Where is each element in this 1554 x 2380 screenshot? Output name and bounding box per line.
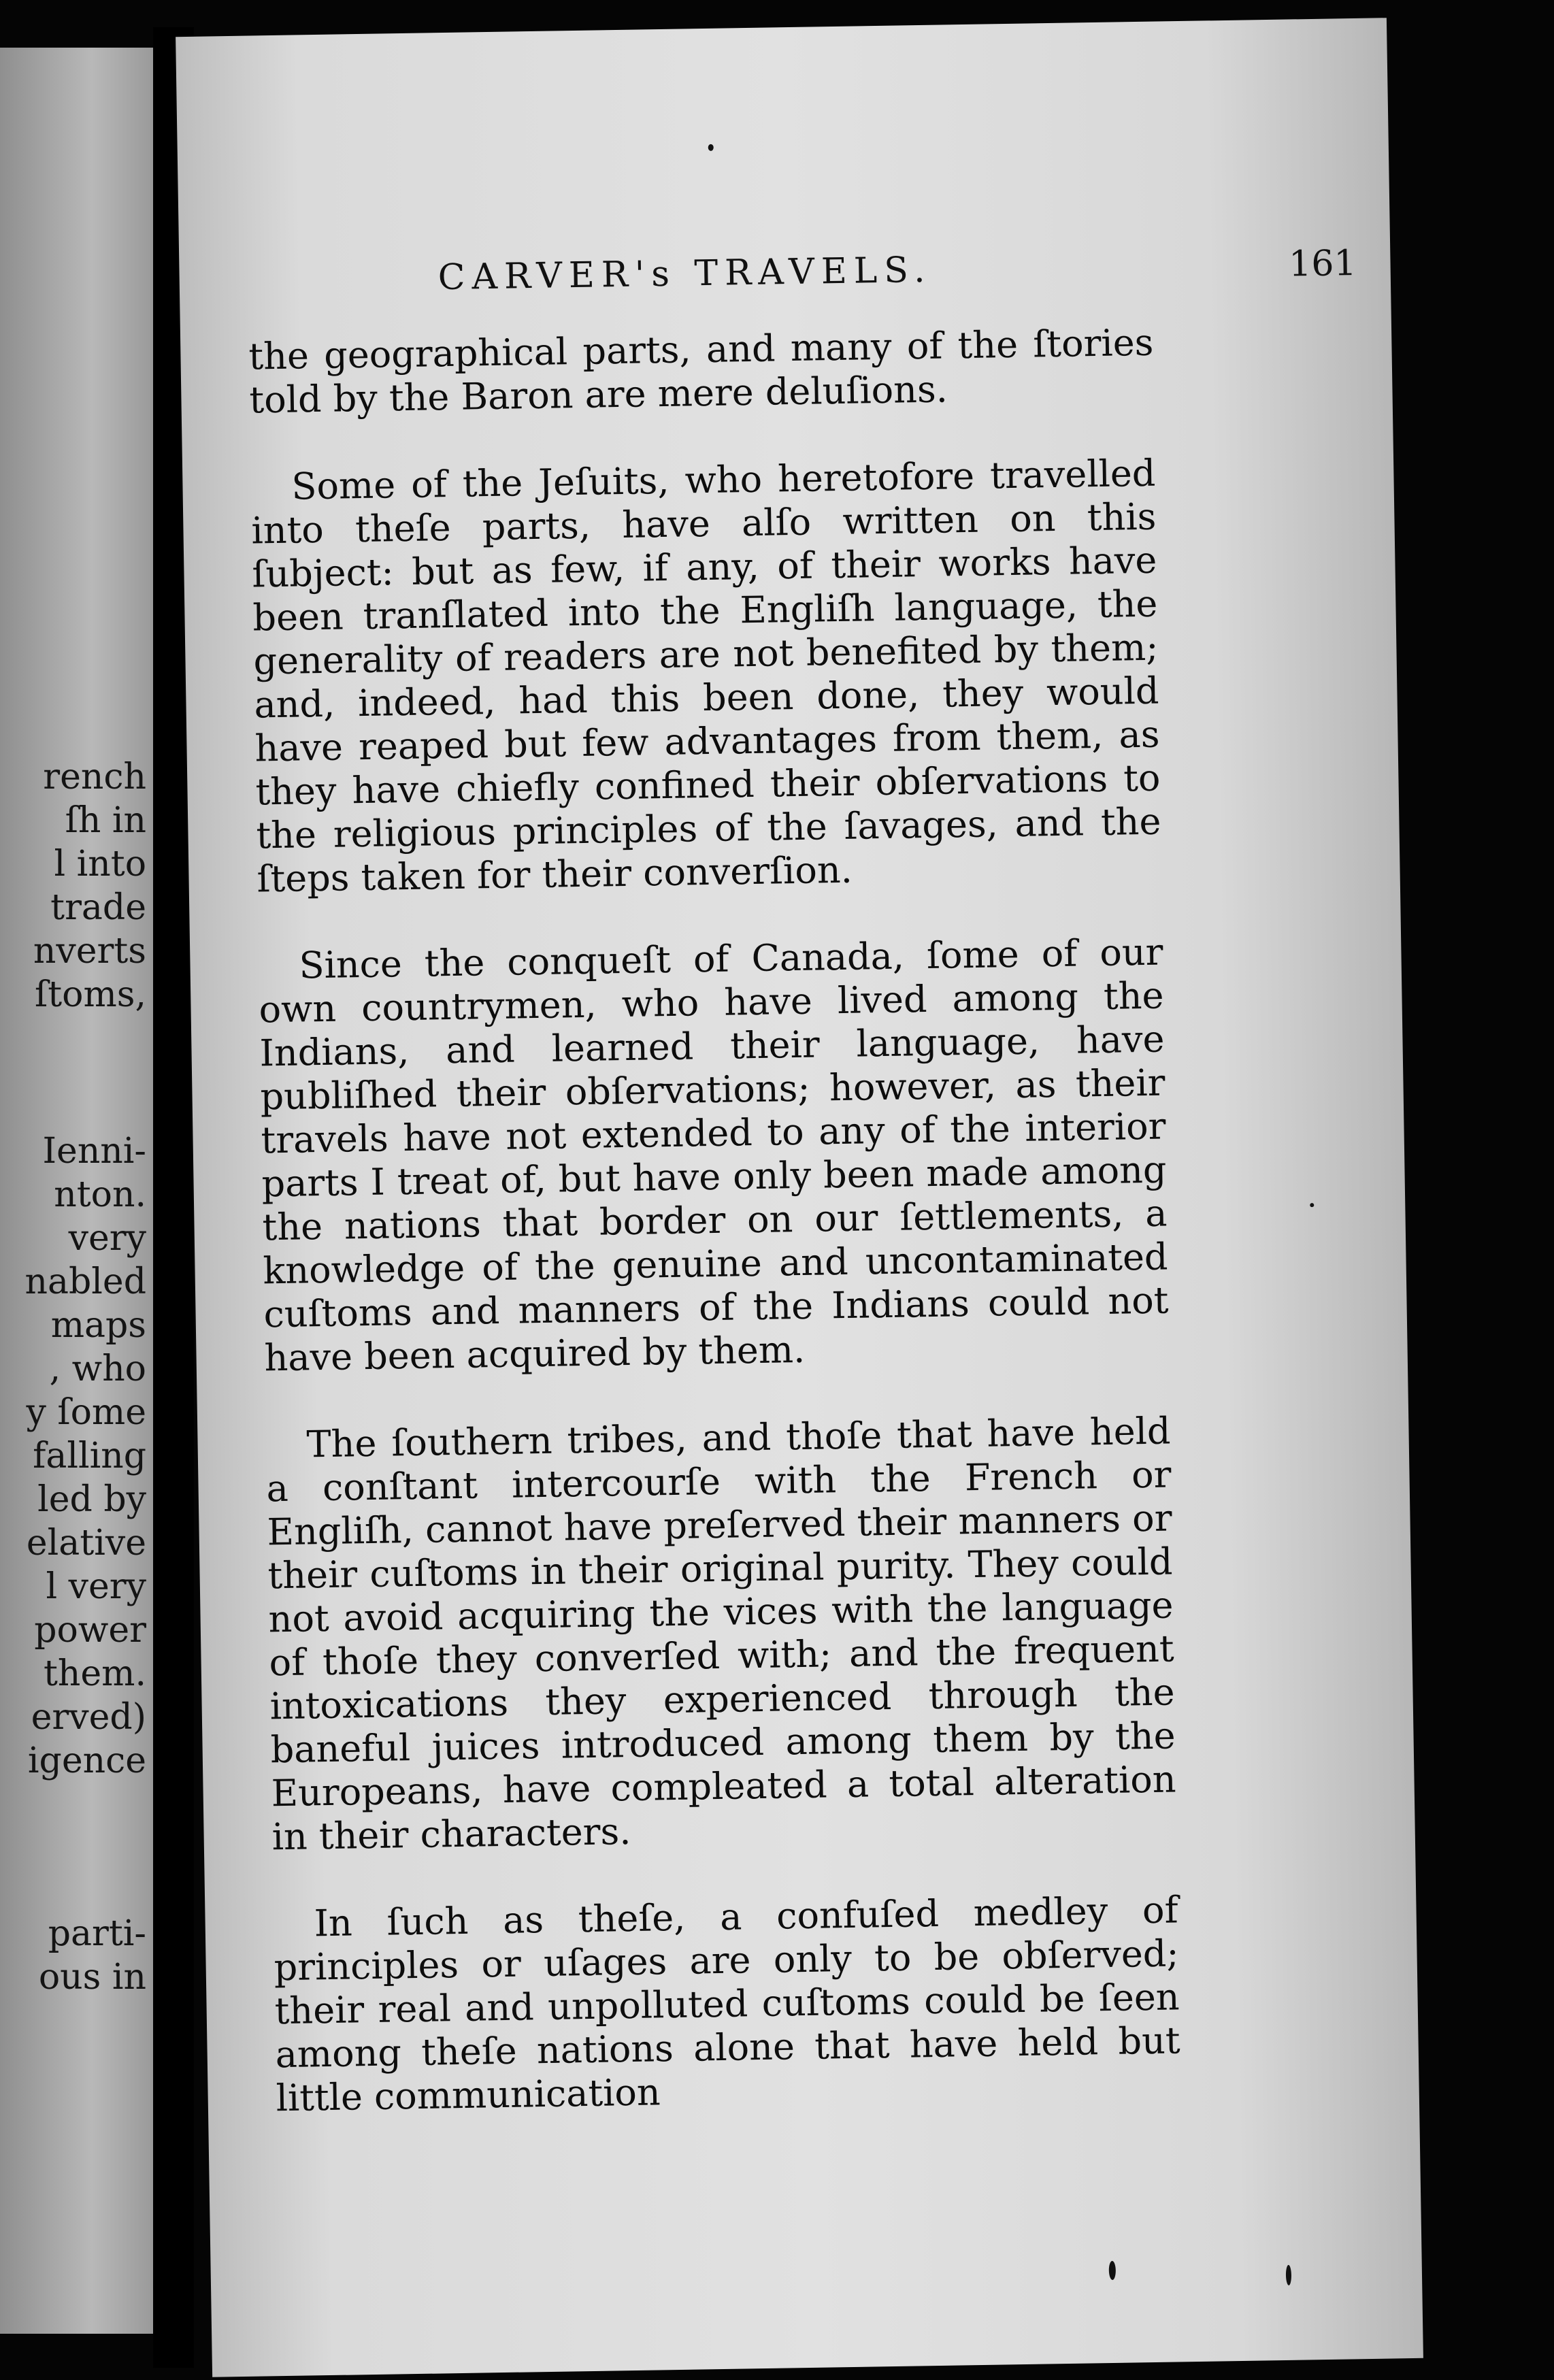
ink-speck <box>1286 2265 1291 2285</box>
facing-page-fragment <box>0 48 153 2334</box>
facing-text-line: led by <box>37 1479 146 1520</box>
facing-text-line: parti- <box>48 1913 146 1954</box>
running-header <box>437 243 1357 312</box>
facing-text-line: nverts <box>33 931 146 972</box>
ink-speck <box>708 144 714 151</box>
paragraph: In ſuch as theſe, a confuſed medley of principles or uſages are only to be obſerved; their real and unpolluted cuſtoms could be ſeen among theſe nations alone that have held but little communication <box>274 1888 1181 2120</box>
facing-text-line: very <box>68 1218 146 1259</box>
paragraph: The ſouthern tribes, and thoſe that have held a conſtant intercourſe with the French or Engliſh, cannot have preſerved their manners or their cuſtoms in their original purity. They could not avoid acquiring the vices with the language of thoſe they converſed with; and the frequent intoxications they experienced through the baneful juices introduced among them by the Europeans, have compleated a total alteration in their characters. <box>266 1409 1176 1859</box>
body-text <box>248 321 1182 2164</box>
book-page <box>176 18 1423 2377</box>
facing-text-line: them. <box>44 1653 146 1694</box>
facing-text-line: ſh in <box>65 800 146 841</box>
paragraph: Some of the Jeſuits, who heretofore travelled into theſe parts, have alſo written on this ſubject: but as few, if any, of their works have been tranſlated into the Engliſh language, the generality of readers are not benefited by them; and, indeed, had this been done, they would have reaped but few advantages from them, as they have chiefly confined their obſervations to the religious principles of the ſavages, and the ſteps taken for their converſion. <box>251 451 1161 901</box>
facing-text-line: rench <box>43 757 146 797</box>
facing-text-line: elative <box>26 1523 146 1564</box>
facing-text-line: erved) <box>31 1697 146 1738</box>
facing-text-line: ſtoms, <box>35 974 146 1015</box>
facing-text-line: igence <box>27 1740 146 1781</box>
page-number: 161 <box>1288 242 1357 285</box>
facing-text-line: maps <box>50 1305 146 1346</box>
facing-text-line: falling <box>33 1436 146 1476</box>
facing-text-line: nabled <box>24 1261 146 1302</box>
facing-text-line: y ſome <box>26 1392 146 1433</box>
facing-text-line: trade <box>50 887 146 928</box>
facing-text-line: power <box>34 1610 146 1651</box>
paragraph: Since the conqueſt of Canada, ſome of our own countrymen, who have lived among the Indians, and learned their language, have publiſhed their obſervations; however, as their travels have not extended to any of the interior parts I treat of, but have only been made among the nations that border on our ſettlements, a knowledge of the genuine and uncontaminated cuſtoms and manners of the Indians could not have been acquired by them. <box>259 930 1169 1380</box>
ink-speck <box>1109 2261 1116 2280</box>
running-title: CARVER's TRAVELS. <box>437 249 933 299</box>
facing-text-line: Ienni- <box>42 1131 146 1172</box>
paragraph: the geographical parts, and many of the ſtories told by the Baron are mere deluſions. <box>248 320 1154 422</box>
facing-text-line: nton. <box>54 1174 146 1215</box>
ink-speck <box>1310 1203 1314 1207</box>
facing-text-line: , who <box>49 1349 146 1389</box>
facing-text-line: l very <box>46 1566 146 1607</box>
facing-text-line: l into <box>54 844 146 885</box>
facing-text-line: ous in <box>38 1957 146 1998</box>
